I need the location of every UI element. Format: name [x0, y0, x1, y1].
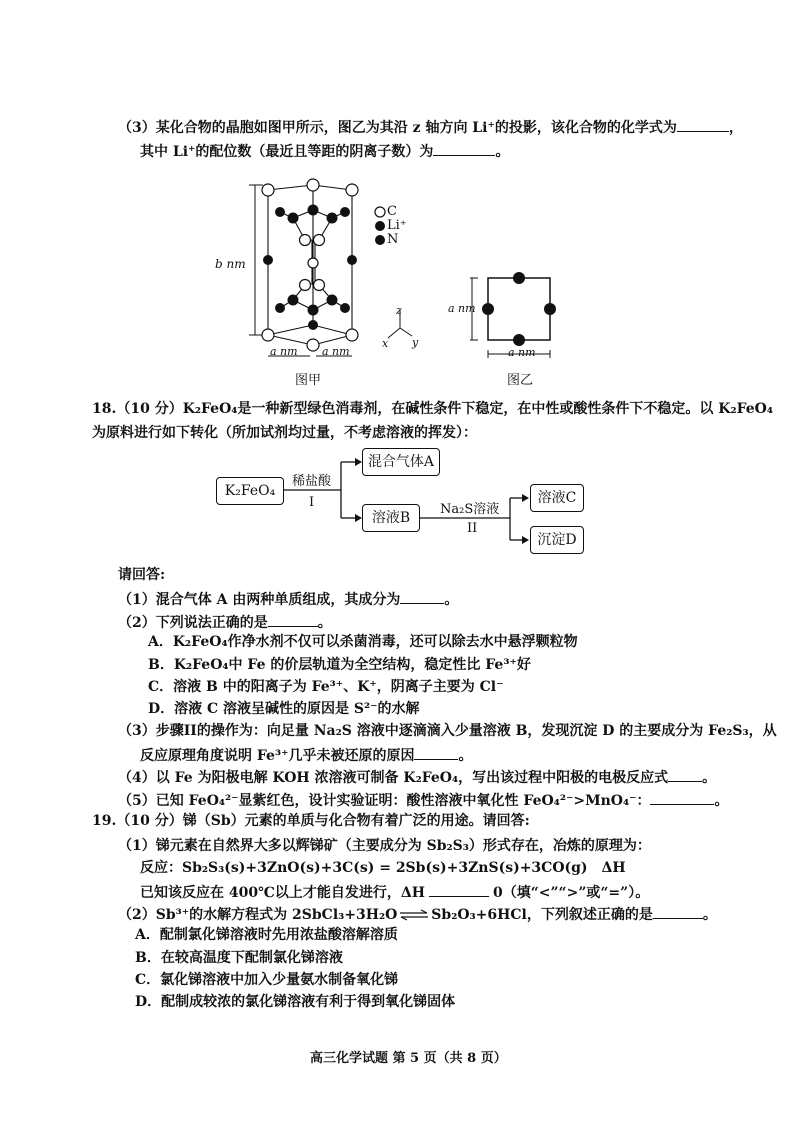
legend-c-label: C [387, 204, 397, 219]
flow-step-2: II [467, 521, 478, 536]
q18-option-d: D．溶液 C 溶液呈碱性的原因是 S²⁻的水解 [148, 701, 420, 717]
flow-precipitate-d-box: 沉淀D [530, 526, 584, 554]
b-dimension-label: b nm [215, 257, 246, 271]
q18-option-b: B．K₂FeO₄中 Fe 的价层轨道为全空结构，稳定性比 Fe³⁺好 [148, 657, 531, 673]
flow-gas-a-box: 混合气体A [362, 448, 440, 476]
q18-stem-line1: 18.（10 分）K₂FeO₄是一种新型绿色消毒剂，在碱性条件下稳定，在中性或酸性条件下不稳定。以 K₂FeO₄ [92, 401, 774, 417]
axis-x-label: x [382, 337, 389, 350]
legend-li-label: Li⁺ [387, 218, 407, 233]
answer-blank[interactable] [414, 745, 458, 760]
q19-option-d: D．配制成较浓的氯化锑溶液有利于得到氧化锑固体 [135, 994, 456, 1010]
q18-part4: （4）以 Fe 为阳极电解 KOH 浓溶液可制备 K₂FeO₄，写出该过程中阳极的电极反应式 。 [118, 767, 716, 787]
q19-option-b: B．在较高温度下配制氯化锑溶液 [135, 950, 343, 966]
answer-blank[interactable] [429, 882, 489, 897]
q18-part1: （1）混合气体 A 由两种单质组成，其成分为 。 [118, 589, 458, 609]
yi-a-left-label: a nm [448, 302, 476, 315]
a-dimension-label-2: a nm [322, 345, 350, 358]
q18-part3-line1: （3）步骤II的操作为：向足量 Na₂S 溶液中逐滴滴入少量溶液 B，发现沉淀 D 的主要成分为 Fe₂S₃，从 [118, 723, 777, 739]
flow-solution-c-box: 溶液C [530, 484, 584, 512]
reversible-arrow-icon [399, 909, 429, 921]
q18-part3-line2: 反应原理角度说明 Fe³⁺几乎未被还原的原因 。 [140, 745, 472, 765]
answer-blank[interactable] [268, 612, 318, 627]
flow-reagent-2: Na₂S溶液 [440, 502, 500, 517]
page-footer: 高三化学试题 第 5 页（共 8 页） [310, 1051, 507, 1066]
answer-blank[interactable] [677, 117, 729, 132]
figure-jia-caption: 图甲 [295, 373, 322, 388]
answer-blank[interactable] [653, 904, 703, 919]
q19-known: 已知该反应在 400℃以上才能自发进行，ΔH 0（填“<”“>”或“=”）。 [140, 882, 649, 902]
q18-prompt: 请回答: [118, 567, 166, 583]
axis-z-label: z [396, 304, 402, 317]
q18-part2: （2）下列说法正确的是 。 [118, 612, 332, 632]
answer-blank[interactable] [400, 589, 444, 604]
flow-step-1: I [309, 495, 315, 510]
q19-stem: 19.（10 分）锑（Sb）元素的单质与化合物有着广泛的用途。请回答: [92, 813, 530, 829]
flow-start-box: K₂FeO₄ [216, 477, 284, 505]
q19-reaction: 反应：Sb₂S₃(s)+3ZnO(s)+3C(s) = 2Sb(s)+3ZnS(s)+3CO(g) ΔH [140, 860, 626, 876]
a-dimension-label-1: a nm [270, 345, 298, 358]
flow-reagent-1: 稀盐酸 [292, 474, 332, 489]
q19-option-a: A．配制氯化锑溶液时先用浓盐酸溶解溶质 [135, 927, 398, 943]
q18-option-a: A．K₂FeO₄作净水剂不仅可以杀菌消毒，还可以除去水中悬浮颗粒物 [148, 634, 578, 650]
q19-part1: （1）锑元素在自然界大多以辉锑矿（主要成分为 Sb₂S₃）形式存在，冶炼的原理为： [118, 838, 651, 854]
q18-option-c: C．溶液 B 中的阳离子为 Fe³⁺、K⁺，阴离子主要为 Cl⁻ [148, 679, 504, 695]
figure-yi-caption: 图乙 [507, 373, 534, 388]
q17-3-line2: 其中 Li⁺的配位数（最近且等距的阴离子数）为 。 [140, 141, 509, 161]
answer-blank[interactable] [650, 790, 714, 805]
q19-option-c: C．氯化锑溶液中加入少量氨水制备氧化锑 [135, 972, 399, 988]
q18-part5: （5）已知 FeO₄²⁻显紫红色，设计实验证明：酸性溶液中氧化性 FeO₄²⁻>MnO₄⁻： 。 [118, 790, 728, 810]
q17-3-line1: （3）某化合物的晶胞如图甲所示，图乙为其沿 z 轴方向 Li⁺的投影，该化合物的化学式为 ， [118, 117, 743, 137]
q19-part2: （2）Sb³⁺的水解方程式为 2SbCl₃+3H₂O Sb₂O₃+6HCl，下列叙述正确的是 。 [118, 904, 717, 924]
legend-n-label: N [387, 232, 399, 247]
q18-stem-line2: 为原料进行如下转化（所加试剂均过量，不考虑溶液的挥发）： [92, 425, 477, 441]
axis-y-label: y [412, 336, 419, 349]
yi-a-bottom-label: a nm [508, 346, 536, 359]
flow-solution-b-box: 溶液B [362, 504, 420, 532]
answer-blank[interactable] [668, 767, 702, 782]
answer-blank[interactable] [433, 141, 495, 156]
